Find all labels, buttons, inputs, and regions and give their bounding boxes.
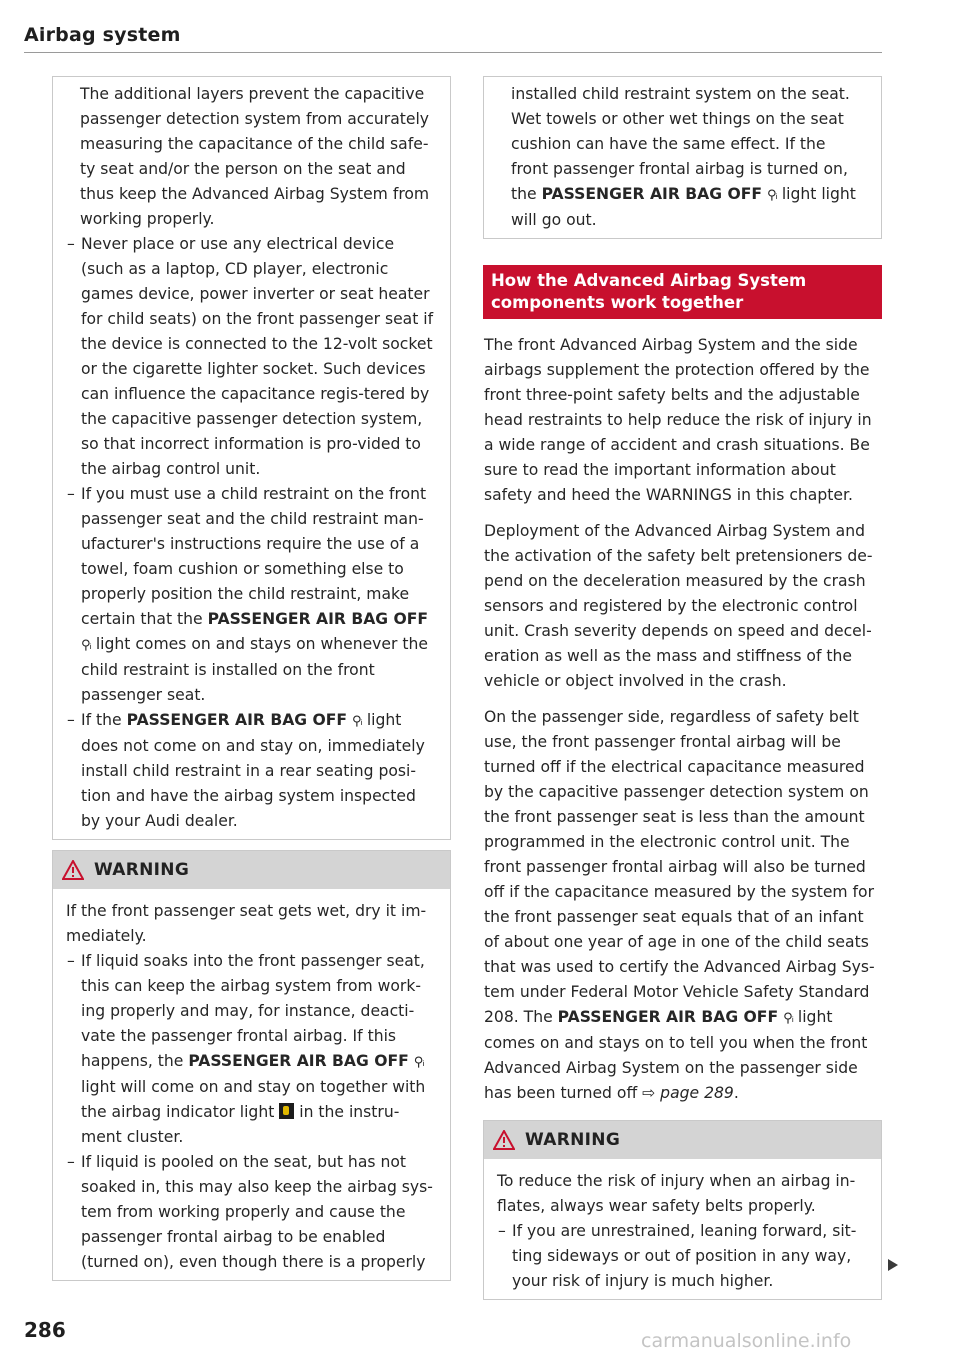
continue-arrow-icon	[888, 1259, 898, 1271]
warning-box	[52, 850, 451, 1281]
warning-body	[53, 889, 450, 1280]
paragraph-text: On the passenger side, regardless of safety belt use, the front passenger frontal airbag will be turned off if the electrical capacitance measured by the capacitive passenger detection system on the front passenger seat is less than the amount programmed in the electronic control unit. The front passenger frontal airbag will also be turned off if the capacitance measured by the system for the front passenger seat equals that of an infant of about one year of age in one of the child seats that was used to certify the Advanced Airbag Sys-tem under Federal Motor Vehicle Safety Standard 208. The	[484, 708, 875, 1026]
warning-header	[484, 1121, 881, 1159]
paragraph: Deployment of the Advanced Airbag System and the activation of the safety belt pretensioners de-pend on the deceleration measured by the crash sensors and registered by the electronic control unit. Crash severity depends on speed and decel-eration as well as the mass and stiffness of the vehicle or object involved in the crash.	[484, 522, 873, 690]
warning-triangle-icon	[62, 860, 84, 880]
passenger-airbag-off-icon: ⚲ᵢ	[783, 1011, 793, 1026]
watermark: carmanualsonline.info	[641, 1330, 852, 1352]
list-item-text: light will come on and stay on together with the airbag indicator light	[81, 1078, 426, 1121]
list-item	[67, 482, 436, 708]
warning-body	[484, 1159, 881, 1299]
continued-text	[511, 82, 867, 233]
right-column	[483, 76, 882, 1300]
intro-paragraph: The additional layers prevent the capacitive passenger detection system from accurately measuring the capacitance of the child safe-ty seat and/or the person on the seat and thus keep the Advanced Airbag System from working properly.	[80, 85, 430, 228]
list-item-text: Never place or use any electrical device (such as a laptop, CD player, electronic games device, power inverter or seat heater for child seats) on the front passenger seat if the device is connected to the 12-volt socket or the cigarette lighter socket. Such devices can influence the capacitance regis-tered by the capacitive passenger detection system, so that incorrect information is pro-vided to the airbag control unit.	[81, 235, 434, 478]
list-item	[67, 949, 438, 1150]
list-item-text: If you must use a child restraint on the front passenger seat and the child restraint man-ufacturer's instructions require the use of a towel, foam cushion or something else to properly position the child restraint, make certain that the	[81, 485, 427, 628]
paragraph-text: light comes on and stays on to tell you when the front Advanced Airbag System on the passenger side has been turned off	[484, 1008, 868, 1102]
list-item-text: If liquid is pooled on the seat, but has not soaked in, this may also keep the airbag sys-tem from working properly and cause the passenger frontal airbag to be enabled (turned on), even though there is a properly	[81, 1153, 433, 1271]
warning-title: WARNING	[525, 1130, 621, 1150]
paragraph: The front Advanced Airbag System and the side airbags supplement the protection offered by the front three-point safety belts and the adjustable head restraints to help reduce the risk of injury in a wide range of accident and crash situations. Be sure to read the important information about safety and heed the WARNINGS in this chapter.	[484, 336, 872, 504]
warning-header	[53, 851, 450, 889]
passenger-airbag-off-icon: ⚲ᵢ	[767, 188, 777, 203]
list-item	[67, 232, 436, 482]
list-item-text: light comes on and stays on whenever the child restraint is installed on the front passenger seat.	[81, 635, 428, 704]
continued-warning-box	[52, 76, 451, 840]
warning-intro: To reduce the risk of injury when an airbag in-flates, always wear safety belts properly.	[497, 1172, 856, 1215]
list-item-text: If you are unrestrained, leaning forward, sit-ting sideways or out of position in any way, your risk of injury is much higher.	[512, 1222, 857, 1290]
page-number: 286	[24, 1318, 66, 1342]
warning-box	[483, 1120, 882, 1300]
warning-intro: If the front passenger seat gets wet, dry it im-mediately.	[66, 902, 427, 945]
section-header-title: Airbag system	[24, 24, 181, 46]
list-item	[67, 1150, 438, 1275]
list-item	[67, 708, 436, 834]
paragraph	[484, 705, 882, 1106]
airbag-indicator-icon	[279, 1103, 294, 1119]
continued-warning-box	[483, 76, 882, 239]
header-rule	[24, 52, 882, 53]
paragraph-text: light light will go out.	[511, 185, 856, 229]
left-column	[52, 76, 451, 1281]
passenger-airbag-off-label: PASSENGER AIR BAG OFF	[541, 185, 763, 203]
list-item-text: in the instru-ment cluster.	[81, 1103, 400, 1146]
warning-title: WARNING	[94, 860, 190, 880]
passenger-airbag-off-icon: ⚲ᵢ	[413, 1055, 424, 1070]
passenger-airbag-off-icon: ⚲ᵢ	[352, 714, 362, 729]
section-heading: How the Advanced Airbag System components work together	[483, 265, 882, 319]
list-item-text: If liquid soaks into the front passenger seat, this can keep the airbag system from work-ing properly and may, for instance, deacti-vate the passenger frontal airbag. If this happens, the	[81, 952, 425, 1070]
passenger-airbag-off-label: PASSENGER AIR BAG OFF	[557, 1008, 779, 1026]
section-body	[483, 319, 882, 1106]
paragraph-text: .	[733, 1084, 739, 1102]
list-item-text: If the	[81, 711, 127, 729]
list-item-text: light does not come on and stay on, immediately install child restraint in a rear seating posi-tion and have the airbag system inspected by your Audi dealer.	[81, 711, 425, 830]
passenger-airbag-off-label: PASSENGER AIR BAG OFF	[126, 711, 348, 729]
passenger-airbag-off-label: PASSENGER AIR BAG OFF	[188, 1052, 409, 1070]
warning-triangle-icon	[493, 1130, 515, 1150]
passenger-airbag-off-icon: ⚲ᵢ	[81, 638, 91, 653]
page-reference-link[interactable]: ⇨ page 289	[642, 1084, 734, 1102]
paragraph-text: installed child restraint system on the seat. Wet towels or other wet things on the seat cushion can have the same effect. If the front passenger frontal airbag is turned on, the	[511, 85, 850, 203]
passenger-airbag-off-label: PASSENGER AIR BAG OFF	[207, 610, 429, 628]
list-item	[498, 1219, 869, 1294]
